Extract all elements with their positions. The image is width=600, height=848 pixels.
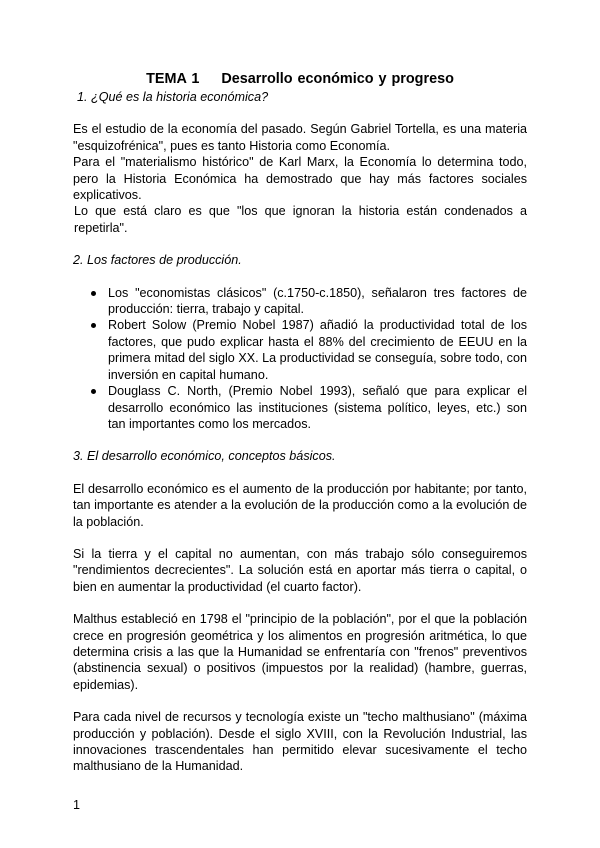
section1-paragraph: Es el estudio de la economía del pasado. Según Gabriel Tortella, es una materia "esquizofrénica", pues es tanto Historia como Economía. [73,122,527,153]
section3-heading: 3. El desarrollo económico, conceptos básicos. [73,449,336,464]
factors-list [73,285,527,433]
title-number: TEMA 1 [146,71,200,87]
list-item: Los "economistas clásicos" (c.1750-c.1850), señalaron tres factores de producción: tierra, trabajo y capital. [73,285,527,318]
section1-paragraph: Para el "materialismo histórico" de Karl Marx, la Economía lo determina todo, pero la Historia Económica ha demostrado que hay más factores sociales explicativos. [73,155,527,203]
page-number: 1 [73,798,81,812]
section3-paragraph: El desarrollo económico es el aumento de la producción por habitante; por tanto, tan importante es atender a la evolución de la producción como a la evolución de la población. [73,481,527,529]
section3-paragraph: Para cada nivel de recursos y tecnología existe un "techo malthusiano" (máxima producción y población). Desde el siglo XVIII, con la Revolución Industrial, las innovaciones trascendentales han permitido elevar sucesivamente el techo malthusiano de la Humanidad. [73,710,527,774]
document-page [73,70,527,775]
section1-paragraph: Lo que está claro es que "los que ignoran la historia están condenados a repetirla". [74,204,527,235]
list-item: Douglass C. North, (Premio Nobel 1993), señaló que para explicar el desarrollo económico las instituciones (sistema político, leyes, etc.) son tan importantes como los mercados. [73,383,527,432]
section1-body [73,121,527,236]
list-item: Robert Solow (Premio Nobel 1987) añadió la productividad total de los factores, que pudo explicar hasta el 88% del crecimiento de EEUU en la primera mitad del siglo XX. La productividad se conseguía, sobre todo, con inversión en capital humano. [73,317,527,383]
section1-heading: 1. ¿Qué es la historia económica? [77,90,269,104]
section3-paragraph: Si la tierra y el capital no aumentan, con más trabajo sólo conseguiremos "rendimientos decrecientes". La solución está en aportar más tierra o capital, o bien en aumentar la productividad (el cuarto factor). [73,546,527,594]
document-title [73,70,527,88]
section2-heading: 2. Los factores de producción. [73,253,242,268]
section3-paragraph: Malthus estableció en 1798 el "principio de la población", por el que la población crece en progresión geométrica y los alimentos en progresión aritmética, lo que determina crisis a las que la Humanidad se enfrentaría con "frenos" preventivos (abstinencia sexual) o positivos (impuestos por la realidad) (hambre, guerras, epidemias). [73,612,527,692]
title-text: Desarrollo económico y progreso [221,71,454,87]
